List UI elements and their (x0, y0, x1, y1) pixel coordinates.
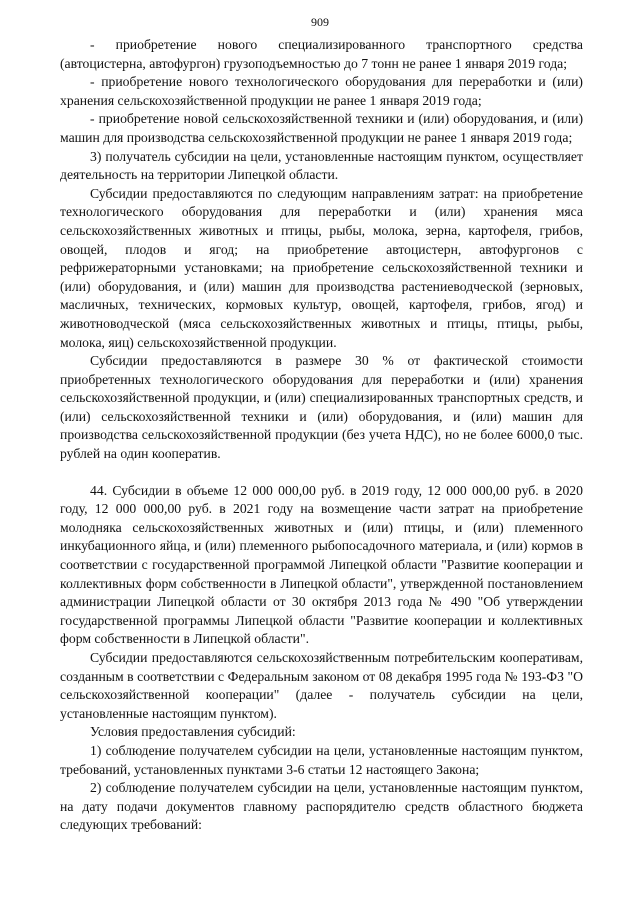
paragraph: Субсидии предоставляются сельскохозяйственным потребительским кооперативам, созданным в соответствии с Федеральным законом от 08 декабря 1995 года № 193-ФЗ "О сельскохозяйственной кооперации" (далее - получатель субсидии на цели, установленные настоящим пунктом). (60, 650, 583, 721)
document-body (60, 36, 583, 835)
paragraph: - приобретение новой сельскохозяйственной техники и (или) оборудования, и (или) машин для производства сельскохозяйственной продукции не ранее 1 января 2019 года; (60, 111, 583, 145)
paragraph: 44. Субсидии в объеме 12 000 000,00 руб. в 2019 году, 12 000 000,00 руб. в 2020 году, 12 000 000,00 руб. в 2021 году на возмещение части затрат на приобретение молодняка сельскохозяйственных животных и (или) птицы, и (или) племенного инкубационного яйца, и (или) племенного рыбопосадочного материала, и (или) кормов в соответствии с государственной программой Липецкой области "Развитие кооперации и коллективных форм собственности в Липецкой области", утвержденной постановлением администрации Липецкой области от 30 октября 2013 года № 490 "Об утверждении государственной программы Липецкой области "Развитие кооперации и коллективных форм собственности в Липецкой области". (60, 482, 583, 647)
paragraph: 2) соблюдение получателем субсидии на цели, установленные настоящим пунктом, на дату подачи документов главному распорядителю средств областного бюджета следующих требований: (60, 780, 583, 833)
paragraph: 1) соблюдение получателем субсидии на цели, установленные настоящим пунктом, требований, установленных пунктами 3-6 статьи 12 настоящего Закона; (60, 742, 583, 777)
paragraph: - приобретение нового технологического оборудования для переработки и (или) хранения сельскохозяйственной продукции не ранее 1 января 2019 года; (60, 74, 583, 108)
paragraph: - приобретение нового специализированного транспортного средства (автоцистерна, автофургон) грузоподъемностью до 7 тонн не ранее 1 января 2019 года; (60, 37, 583, 71)
paragraph: Субсидии предоставляются в размере 30 % от фактической стоимости приобретенных технологического оборудования для переработки и (или) хранения сельскохозяйственной продукции, и (или) специализированных транспортных средств, и (или) сельскохозяйственной техники и (или) оборудования, и (или) машин для производства сельскохозяйственной продукции (без учета НДС), но не более 6000,0 тыс. рублей на один кооператив. (60, 353, 583, 462)
page-number: 909 (311, 15, 329, 29)
section-gap (60, 464, 583, 482)
paragraph: Субсидии предоставляются по следующим направлениям затрат: на приобретение технологического оборудования для переработки и (или) хранения мяса сельскохозяйственных животных и птицы, рыбы, молока, зерна, картофеля, грибов, овощей, плодов и ягод; на приобретение автоцистерн, автофургонов с рефрижераторными установками; на приобретение сельскохозяйственной техники и (или) оборудования, и (или) машин для производства растениеводческой (зерновых, масличных, технических, кормовых культур, овощей, картофеля, грибов, ягод) и животноводческой (мяса сельскохозяйственных животных и птицы, птицы, рыбы, молока, яиц) сельскохозяйственной продукции. (60, 185, 583, 350)
paragraph: 3) получатель субсидии на цели, установленные настоящим пунктом, осуществляет деятельность на территории Липецкой области. (60, 148, 583, 183)
paragraph: Условия предоставления субсидий: (90, 724, 296, 740)
